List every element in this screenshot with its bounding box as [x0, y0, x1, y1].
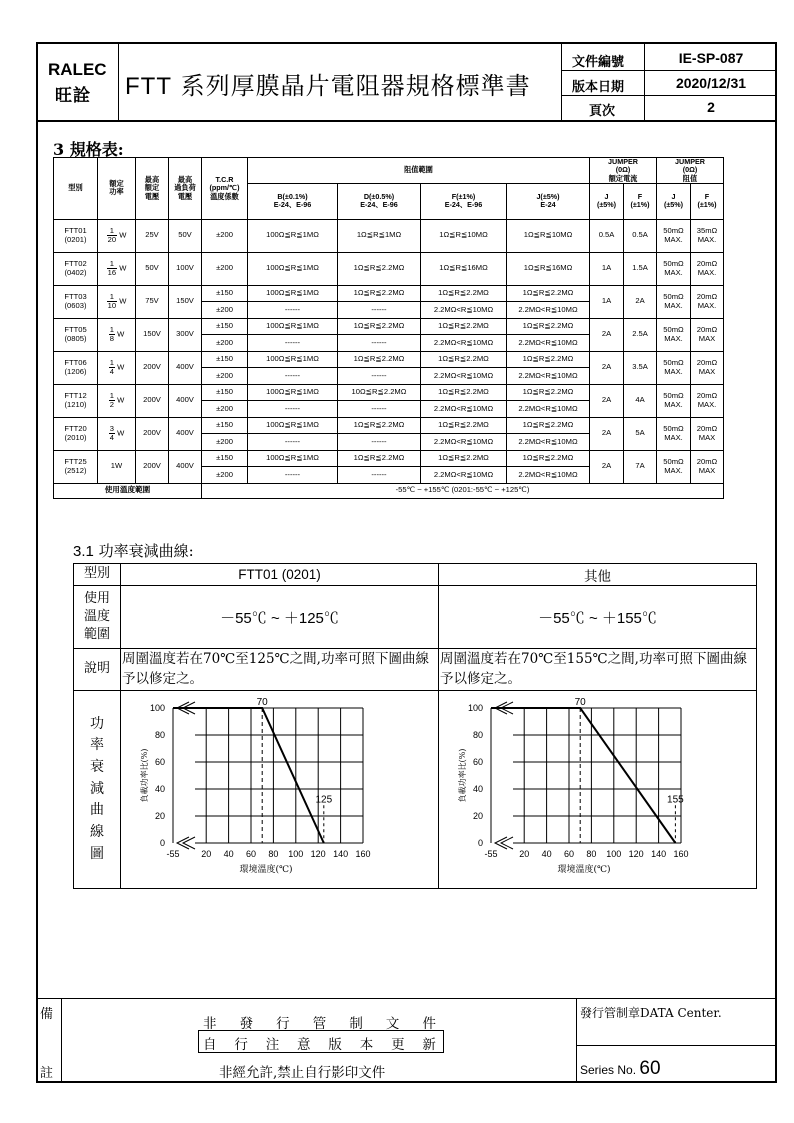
footer-divider-left: [61, 998, 62, 1083]
range-d-cell: 10Ω≦R≦2.2MΩ: [338, 384, 421, 401]
table-row: [54, 483, 724, 498]
x-tick-label: 80: [586, 849, 597, 859]
range-j-cell: 1Ω≦R≦2.2MΩ: [507, 285, 590, 302]
range-f-cell: 2.2MΩ<R≦10MΩ: [421, 368, 507, 385]
jumper-res-f-cell: 20mΩ MAX: [691, 450, 724, 483]
max-voltage-cell: 75V: [136, 285, 169, 318]
description-label: 說明: [74, 649, 121, 691]
jumper-current-j-cell: 2A: [590, 351, 624, 384]
range-d-cell: 1Ω≦R≦2.2MΩ: [338, 351, 421, 368]
table-row: [54, 351, 724, 368]
notice-box-right: [443, 1030, 444, 1052]
notice-char: 注: [265, 1037, 280, 1053]
notice-no-copy: 非經允許,禁止自行影印文件: [219, 1065, 386, 1081]
company-logo-en: RALEC: [48, 60, 107, 79]
doc-number-value: IE-SP-087: [678, 50, 744, 66]
notice-char: 本: [359, 1037, 374, 1053]
rated-power-cell: $\frac{3}{4}$ W: [98, 417, 136, 450]
notice-line-uncontrolled: [203, 1012, 436, 1032]
section-title: 3 規格表:: [53, 140, 124, 159]
x-tick-label: 120: [310, 849, 326, 859]
notice-box-left: [198, 1030, 199, 1052]
notice-char: 發: [239, 1016, 254, 1032]
max-overload-cell: 300V: [169, 318, 202, 351]
rated-power-cell: $\frac{1}{16}$ W: [98, 252, 136, 285]
jumper-current-j-cell: 2A: [590, 318, 624, 351]
range-d-cell: ------: [338, 401, 421, 418]
range-b-cell: 100Ω≦R≦1MΩ: [248, 285, 338, 302]
page-number-value: 2: [707, 99, 715, 115]
jumper-res-f-cell: 20mΩ MAX: [691, 318, 724, 351]
spec-table: [53, 157, 724, 499]
max-overload-cell: 100V: [169, 252, 202, 285]
footer-top-rule: [36, 998, 777, 999]
jumper-res-f-cell: 20mΩ MAX: [691, 417, 724, 450]
x-tick-label: -55: [166, 849, 180, 859]
col-header-f: F(±1%) E-24、E-96: [421, 183, 507, 219]
issue-control-stamp: 發行管制章DATA Center.: [580, 1006, 722, 1020]
range-d-cell: 1Ω≦R≦2.2MΩ: [338, 252, 421, 285]
operating-temp-label: 使用溫度範圍: [54, 483, 202, 498]
table-row: [54, 318, 724, 335]
range-f-cell: 2.2MΩ<R≦10MΩ: [421, 335, 507, 352]
x-tick-label: 20: [519, 849, 530, 859]
y-tick-label: 80: [472, 730, 483, 740]
chart-label-char: 線: [90, 824, 104, 841]
tcr-cell: ±150: [202, 450, 248, 467]
tcr-cell: ±200: [202, 467, 248, 484]
footer-right-rule: [576, 1045, 777, 1046]
jumper-res-j-cell: 50mΩ MAX.: [657, 285, 691, 318]
derating-col-other: 其他: [439, 564, 757, 586]
range-j-cell: 1Ω≦R≦2.2MΩ: [507, 450, 590, 467]
jumper-current-j-cell: 2A: [590, 417, 624, 450]
x-tick-label: 140: [333, 849, 349, 859]
range-j-cell: 1Ω≦R≦16MΩ: [507, 252, 590, 285]
derating-chart-other: [439, 691, 756, 884]
col-header-resistance-range: 阻值範圍: [248, 158, 590, 184]
range-b-cell: ------: [248, 467, 338, 484]
range-b-cell: 100Ω≦R≦1MΩ: [248, 219, 338, 252]
tcr-cell: ±200: [202, 335, 248, 352]
x-tick-label: 120: [628, 849, 644, 859]
model-cell: FTT25 (2512): [54, 450, 98, 483]
col-header-jr-f: F (±1%): [691, 183, 724, 219]
jumper-res-f-cell: 20mΩ MAX: [691, 351, 724, 384]
notice-char: 更: [391, 1037, 405, 1053]
temp-range-ftt01: －55℃ ~ ＋125℃: [121, 586, 439, 649]
range-f-cell: 1Ω≦R≦2.2MΩ: [421, 417, 507, 434]
jumper-current-f-cell: 1.5A: [624, 252, 657, 285]
derating-curve: [491, 708, 675, 843]
derating-curve: [173, 708, 324, 843]
jumper-current-f-cell: 2.5A: [624, 318, 657, 351]
range-b-cell: ------: [248, 434, 338, 451]
max-overload-cell: 400V: [169, 417, 202, 450]
tcr-cell: ±200: [202, 219, 248, 252]
description-other: 周圍溫度若在70℃至155℃之間,功率可照下圖曲線予以修定之。: [439, 649, 757, 691]
col-header-max-voltage: 最高 額定 電壓: [136, 158, 169, 220]
model-cell: FTT20 (2010): [54, 417, 98, 450]
range-b-cell: ------: [248, 335, 338, 352]
version-date-value: 2020/12/31: [675, 75, 747, 91]
rated-power-cell: $\frac{1}{4}$ W: [98, 351, 136, 384]
range-d-cell: ------: [338, 368, 421, 385]
doc-number-label: 文件編號: [572, 55, 625, 70]
y-tick-label: 100: [149, 703, 165, 713]
jumper-current-j-cell: 0.5A: [590, 219, 624, 252]
range-j-cell: 2.2MΩ<R≦10MΩ: [507, 434, 590, 451]
temp-range-other: －55℃ ~ ＋155℃: [439, 586, 757, 649]
max-voltage-cell: 200V: [136, 351, 169, 384]
footer-remark-top: 備: [40, 1007, 54, 1022]
col-header-j: J(±5%) E-24: [507, 183, 590, 219]
max-voltage-cell: 150V: [136, 318, 169, 351]
y-tick-label: 40: [472, 784, 483, 794]
notice-char: 件: [422, 1016, 436, 1032]
rated-power-cell: 1W: [98, 450, 136, 483]
tcr-cell: ±200: [202, 302, 248, 319]
jumper-res-j-cell: 50mΩ MAX.: [657, 450, 691, 483]
chart-label-char: 功: [90, 715, 104, 732]
derating-col-ftt01: FTT01 (0201): [121, 564, 439, 586]
max-overload-cell: 50V: [169, 219, 202, 252]
chart-label-char: 圖: [90, 845, 104, 862]
notice-char: 非: [203, 1016, 217, 1032]
jumper-current-j-cell: 1A: [590, 252, 624, 285]
max-voltage-cell: 200V: [136, 450, 169, 483]
header-divider-meta: [561, 42, 562, 120]
col-header-model: 型別: [54, 158, 98, 220]
x-tick-label: 80: [268, 849, 279, 859]
chart-label-char: 曲: [90, 802, 104, 819]
range-f-cell: 1Ω≦R≦2.2MΩ: [421, 318, 507, 335]
x-tick-label: 100: [606, 849, 622, 859]
range-j-cell: 2.2MΩ<R≦10MΩ: [507, 335, 590, 352]
y-tick-label: 60: [154, 757, 165, 767]
jumper-current-j-cell: 2A: [590, 450, 624, 483]
y-tick-label: 20: [154, 811, 165, 821]
y-axis-label: 負載功率比(%): [458, 748, 467, 803]
jumper-current-j-cell: 1A: [590, 285, 624, 318]
knee-annotation: 70: [574, 697, 586, 708]
range-d-cell: 1Ω≦R≦2.2MΩ: [338, 450, 421, 467]
x-tick-label: 40: [223, 849, 234, 859]
jumper-res-j-cell: 50mΩ MAX.: [657, 417, 691, 450]
subsection-title: 3.1 功率衰減曲線:: [73, 542, 194, 560]
range-b-cell: 100Ω≦R≦1MΩ: [248, 384, 338, 401]
y-axis-label: 負載功率比(%): [140, 748, 149, 803]
max-overload-cell: 150V: [169, 285, 202, 318]
header-divider-logo: [118, 42, 119, 120]
jumper-current-f-cell: 7A: [624, 450, 657, 483]
description-ftt01: 周圍溫度若在70℃至125℃之間,功率可照下圖曲線予以修定之。: [121, 649, 439, 691]
col-header-jumper-current: JUMPER (0Ω) 額定電流: [590, 158, 657, 184]
max-voltage-cell: 200V: [136, 384, 169, 417]
jumper-res-f-cell: 20mΩ MAX.: [691, 384, 724, 417]
tcr-cell: ±200: [202, 368, 248, 385]
notice-char: 行: [234, 1037, 248, 1053]
header-meta-rule-1: [561, 70, 777, 71]
range-j-cell: 1Ω≦R≦2.2MΩ: [507, 384, 590, 401]
jumper-res-j-cell: 50mΩ MAX.: [657, 384, 691, 417]
jumper-res-j-cell: 50mΩ MAX.: [657, 252, 691, 285]
model-cell: FTT01 (0201): [54, 219, 98, 252]
table-row: [54, 219, 724, 252]
range-d-cell: ------: [338, 302, 421, 319]
derating-table: [73, 563, 757, 889]
col-header-jr-j: J (±5%): [657, 183, 691, 219]
jumper-res-j-cell: 50mΩ MAX.: [657, 219, 691, 252]
company-logo-zh: 旺詮: [55, 86, 91, 106]
x-tick-label: 160: [673, 849, 689, 859]
range-j-cell: 1Ω≦R≦2.2MΩ: [507, 417, 590, 434]
jumper-current-f-cell: 3.5A: [624, 351, 657, 384]
tcr-cell: ±150: [202, 384, 248, 401]
chart-label-char: 率: [90, 737, 104, 754]
range-d-cell: ------: [338, 434, 421, 451]
version-date-label: 版本日期: [572, 80, 625, 95]
jumper-res-f-cell: 35mΩ MAX.: [691, 219, 724, 252]
range-d-cell: 1Ω≦R≦2.2MΩ: [338, 318, 421, 335]
rated-power-cell: $\frac{1}{20}$ W: [98, 219, 136, 252]
y-tick-label: 40: [154, 784, 165, 794]
rated-power-cell: $\frac{1}{10}$ W: [98, 285, 136, 318]
tcr-cell: ±200: [202, 401, 248, 418]
range-b-cell: ------: [248, 368, 338, 385]
jumper-current-f-cell: 2A: [624, 285, 657, 318]
rated-power-cell: $\frac{1}{8}$ W: [98, 318, 136, 351]
table-row: [54, 285, 724, 302]
range-j-cell: 1Ω≦R≦2.2MΩ: [507, 351, 590, 368]
operating-temp-value: -55℃ ~ +155℃ (0201:-55℃ ~ +125℃): [202, 483, 724, 498]
x-axis-label: 環境溫度(℃): [557, 865, 611, 875]
x-tick-label: 100: [288, 849, 304, 859]
notice-char: 管: [312, 1016, 327, 1032]
end-annotation: 125: [315, 794, 333, 806]
notice-char: 制: [349, 1016, 363, 1032]
notice-char: 意: [297, 1037, 311, 1053]
range-d-cell: 1Ω≦R≦2.2MΩ: [338, 285, 421, 302]
chart-label-char: 衰: [90, 758, 104, 775]
x-tick-label: 60: [245, 849, 257, 859]
range-f-cell: 1Ω≦R≦2.2MΩ: [421, 285, 507, 302]
x-tick-label: 40: [541, 849, 552, 859]
derating-chart-ftt01-cell: [121, 691, 439, 889]
col-header-rated-power: 額定 功率: [98, 158, 136, 220]
max-voltage-cell: 25V: [136, 219, 169, 252]
range-f-cell: 1Ω≦R≦10MΩ: [421, 219, 507, 252]
jumper-current-f-cell: 5A: [624, 417, 657, 450]
series-number: Series No. 60: [580, 1058, 661, 1079]
max-overload-cell: 400V: [169, 450, 202, 483]
x-tick-label: 20: [201, 849, 212, 859]
notice-char: 文: [385, 1016, 400, 1032]
range-f-cell: 2.2MΩ<R≦10MΩ: [421, 467, 507, 484]
col-header-b: B(±0.1%) E-24、E-96: [248, 183, 338, 219]
range-j-cell: 2.2MΩ<R≦10MΩ: [507, 302, 590, 319]
derating-chart-label: [74, 691, 121, 889]
chart-label-char: 減: [90, 780, 104, 797]
range-f-cell: 1Ω≦R≦16MΩ: [421, 252, 507, 285]
tcr-cell: ±150: [202, 318, 248, 335]
range-d-cell: ------: [338, 467, 421, 484]
notice-char: 行: [276, 1016, 290, 1032]
x-tick-label: 140: [651, 849, 667, 859]
jumper-res-j-cell: 50mΩ MAX.: [657, 318, 691, 351]
y-tick-label: 100: [467, 703, 483, 713]
notice-char: 版: [328, 1037, 342, 1053]
x-tick-label: -55: [484, 849, 498, 859]
rated-power-cell: $\frac{1}{2}$ W: [98, 384, 136, 417]
range-b-cell: 100Ω≦R≦1MΩ: [248, 417, 338, 434]
col-header-tcr: T.C.R (ppm/℃) 溫度係數: [202, 158, 248, 220]
range-f-cell: 1Ω≦R≦2.2MΩ: [421, 384, 507, 401]
range-j-cell: 2.2MΩ<R≦10MΩ: [507, 467, 590, 484]
end-annotation: 155: [667, 794, 684, 806]
jumper-res-f-cell: 20mΩ MAX.: [691, 252, 724, 285]
range-f-cell: 2.2MΩ<R≦10MΩ: [421, 434, 507, 451]
range-j-cell: 2.2MΩ<R≦10MΩ: [507, 401, 590, 418]
col-header-jumper-resistance: JUMPER (0Ω) 阻值: [657, 158, 724, 184]
tcr-cell: ±150: [202, 285, 248, 302]
col-header-jc-f: F (±1%): [624, 183, 657, 219]
x-tick-label: 160: [355, 849, 371, 859]
max-voltage-cell: 200V: [136, 417, 169, 450]
col-header-jc-j: J (±5%): [590, 183, 624, 219]
derating-col-label: 型別: [74, 564, 121, 586]
y-tick-label: 60: [472, 757, 483, 767]
max-overload-cell: 400V: [169, 384, 202, 417]
max-voltage-cell: 50V: [136, 252, 169, 285]
tcr-cell: ±150: [202, 351, 248, 368]
range-b-cell: 100Ω≦R≦1MΩ: [248, 351, 338, 368]
x-tick-label: 60: [563, 849, 575, 859]
jumper-current-f-cell: 4A: [624, 384, 657, 417]
range-f-cell: 1Ω≦R≦2.2MΩ: [421, 351, 507, 368]
range-j-cell: 1Ω≦R≦10MΩ: [507, 219, 590, 252]
table-row: [54, 252, 724, 285]
range-b-cell: 100Ω≦R≦1MΩ: [248, 252, 338, 285]
range-b-cell: ------: [248, 401, 338, 418]
temp-range-label: 使用 溫度 範圍: [74, 586, 121, 649]
range-b-cell: 100Ω≦R≦1MΩ: [248, 450, 338, 467]
model-cell: FTT06 (1206): [54, 351, 98, 384]
header-bottom-rule: [36, 120, 777, 122]
header-meta-rule-2: [561, 95, 777, 96]
tcr-cell: ±200: [202, 252, 248, 285]
tcr-cell: ±200: [202, 434, 248, 451]
model-cell: FTT12 (1210): [54, 384, 98, 417]
range-d-cell: 1Ω≦R≦2.2MΩ: [338, 417, 421, 434]
max-overload-cell: 400V: [169, 351, 202, 384]
knee-annotation: 70: [256, 697, 268, 708]
jumper-res-f-cell: 20mΩ MAX.: [691, 285, 724, 318]
range-d-cell: 1Ω≦R≦1MΩ: [338, 219, 421, 252]
range-j-cell: 1Ω≦R≦2.2MΩ: [507, 318, 590, 335]
notice-char: 新: [422, 1037, 436, 1053]
col-header-d: D(±0.5%) E-24、E-96: [338, 183, 421, 219]
tcr-cell: ±150: [202, 417, 248, 434]
y-tick-label: 0: [477, 838, 483, 848]
y-tick-label: 0: [159, 838, 165, 848]
model-cell: FTT05 (0805): [54, 318, 98, 351]
page-number-label: 頁次: [589, 104, 616, 119]
derating-chart-ftt01: [121, 691, 438, 884]
notice-char: 自: [203, 1037, 217, 1053]
notice-line-version: [203, 1033, 436, 1053]
range-f-cell: 2.2MΩ<R≦10MΩ: [421, 401, 507, 418]
range-b-cell: 100Ω≦R≦1MΩ: [248, 318, 338, 335]
range-b-cell: ------: [248, 302, 338, 319]
footer-divider-right: [576, 998, 577, 1083]
footer-remark-bottom: 註: [40, 1066, 54, 1081]
range-f-cell: 2.2MΩ<R≦10MΩ: [421, 302, 507, 319]
table-row: [54, 450, 724, 467]
model-cell: FTT03 (0603): [54, 285, 98, 318]
jumper-res-j-cell: 50mΩ MAX.: [657, 351, 691, 384]
y-tick-label: 80: [154, 730, 165, 740]
derating-chart-other-cell: [439, 691, 757, 889]
jumper-current-j-cell: 2A: [590, 384, 624, 417]
x-axis-label: 環境溫度(℃): [239, 865, 293, 875]
range-f-cell: 1Ω≦R≦2.2MΩ: [421, 450, 507, 467]
table-row: [54, 384, 724, 401]
range-d-cell: ------: [338, 335, 421, 352]
range-j-cell: 2.2MΩ<R≦10MΩ: [507, 368, 590, 385]
document-title: FTT 系列厚膜晶片電阻器規格標準書: [125, 72, 531, 100]
model-cell: FTT02 (0402): [54, 252, 98, 285]
table-row: [54, 417, 724, 434]
jumper-current-f-cell: 0.5A: [624, 219, 657, 252]
y-tick-label: 20: [472, 811, 483, 821]
col-header-max-overload: 最高 過負荷 電壓: [169, 158, 202, 220]
